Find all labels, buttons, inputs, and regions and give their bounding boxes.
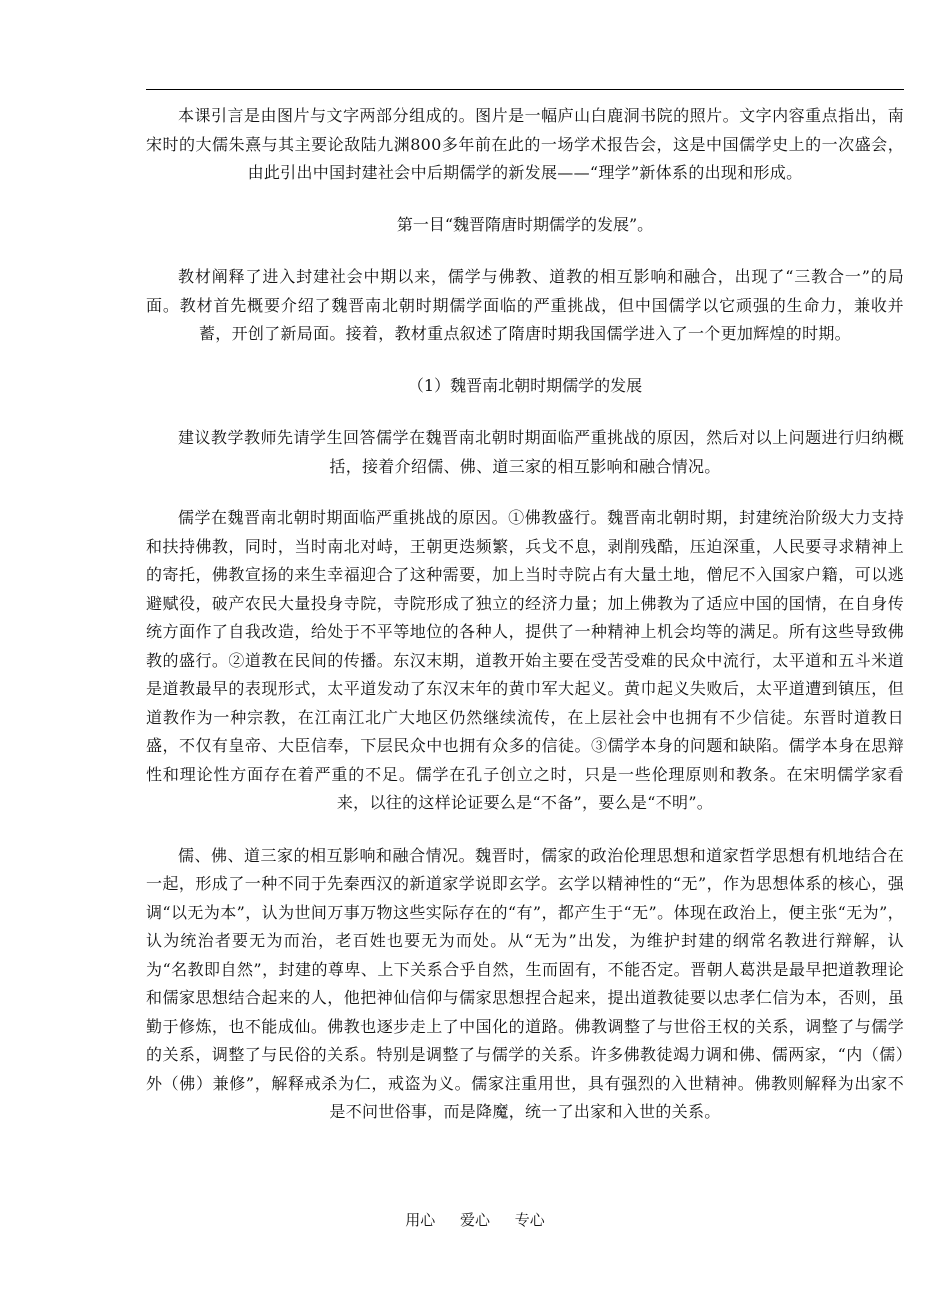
section-heading: 第一目“魏晋隋唐时期儒学的发展”。 [396, 214, 654, 234]
challenges-paragraph: 儒学在魏晋南北朝时期面临严重挑战的原因。①佛教盛行。魏晋南北朝时期，封建统治阶级大力支持和扶持佛教，同时，当时南北对峙，王朝更迭频繁，兵戈不息，剥削残酷，压迫深重，人民要寻求精神上的寄托，佛教宣扬的来生幸福迎合了这种需要，加上当时寺院占有大量土地，僧尼不入国家户籍，可以逃避赋役，破产农民大量投身寺院，寺院形成了独立的经济力量；加上佛教为了适应中国的国情，在自身传统方面作了自我改造，给处于不平等地位的各种人，提供了一种精神上机会均等的满足。所有这些导致佛教的盛行。②道教在民间的传播。东汉末期，道教开始主要在受苦受难的民众中流行，太平道和五斗米道是道教最早的表现形式，太平道发动了东汉末年的黄巾军大起义。黄巾起义失败后，太平道遭到镇压，但道教作为一种宗教，在江南江北广大地区仍然继续流传，在上层社会中也拥有不少信徒。东晋时道教日盛，不仅有皇帝、大臣信奉，下层民众中也拥有众多的信徒。③儒学本身的问题和缺陷。儒学本身在思辩性和理论性方面存在着严重的不足。儒学在孔子创立之时，只是一些伦理原则和教条。在宋明儒学家看来，以往的这样论证要么是“不备”，要么是“不明”。 [146, 508, 904, 812]
page-footer [0, 1209, 950, 1230]
header-rule [146, 89, 904, 90]
subheading: （1）魏晋南北朝时期儒学的发展 [407, 375, 643, 395]
footer-item-2: 爱心 [459, 1211, 490, 1229]
document-body [146, 102, 904, 1127]
footer-item-3: 专心 [514, 1211, 545, 1229]
fusion-paragraph: 儒、佛、道三家的相互影响和融合情况。魏晋时，儒家的政治伦理思想和道家哲学思想有机地结合在一起，形成了一种不同于先秦西汉的新道家学说即玄学。玄学以精神性的“无”，作为思想体系的核心，强调“以无为本”，认为世间万事万物这些实际存在的“有”，都产生于“无”。体现在政治上，便主张“无为”，认为统治者要无为而治，老百姓也要无为而处。从“无为”出发，为维护封建的纲常名教进行辩解，认为“名教即自然”，封建的尊卑、上下关系合乎自然，生而固有，不能否定。晋朝人葛洪是最早把道教理论和儒家思想结合起来的人，他把神仙信仰与儒家思想捏合起来，提出道教徒要以忠孝仁信为本，否则，虽勤于修炼，也不能成仙。佛教也逐步走上了中国化的道路。佛教调整了与世俗王权的关系，调整了与儒学的关系，调整了与民俗的关系。特别是调整了与儒学的关系。许多佛教徒竭力调和佛、儒两家，“内（儒）外（佛）兼修”，解释戒杀为仁，戒盗为义。儒家注重用世，具有强烈的入世精神。佛教则解释为出家不是不问世俗事，而是降魔，统一了出家和入世的关系。 [146, 845, 904, 1121]
footer-item-1: 用心 [405, 1211, 436, 1229]
section-summary: 教材阐释了进入封建社会中期以来，儒学与佛教、道教的相互影响和融合，出现了“三教合一”的局面。教材首先概要介绍了魏晋南北朝时期儒学面临的严重挑战，但中国儒学以它顽强的生命力，兼收并蓄，开创了新局面。接着，教材重点叙述了隋唐时期我国儒学进入了一个更加辉煌的时期。 [146, 267, 904, 343]
intro-paragraph: 本课引言是由图片与文字两部分组成的。图片是一幅庐山白鹿洞书院的照片。文字内容重点指出，南宋时的大儒朱熹与其主要论敌陆九渊800多年前在此的一场学术报告会，这是中国儒学史上的一次盛会，由此引出中国封建社会中后期儒学的新发展——“理学”新体系的出现和形成。 [146, 106, 904, 182]
teaching-suggestion: 建议教学教师先请学生回答儒学在魏晋南北朝时期面临严重挑战的原因，然后对以上问题进行归纳概括，接着介绍儒、佛、道三家的相互影响和融合情况。 [178, 428, 904, 476]
